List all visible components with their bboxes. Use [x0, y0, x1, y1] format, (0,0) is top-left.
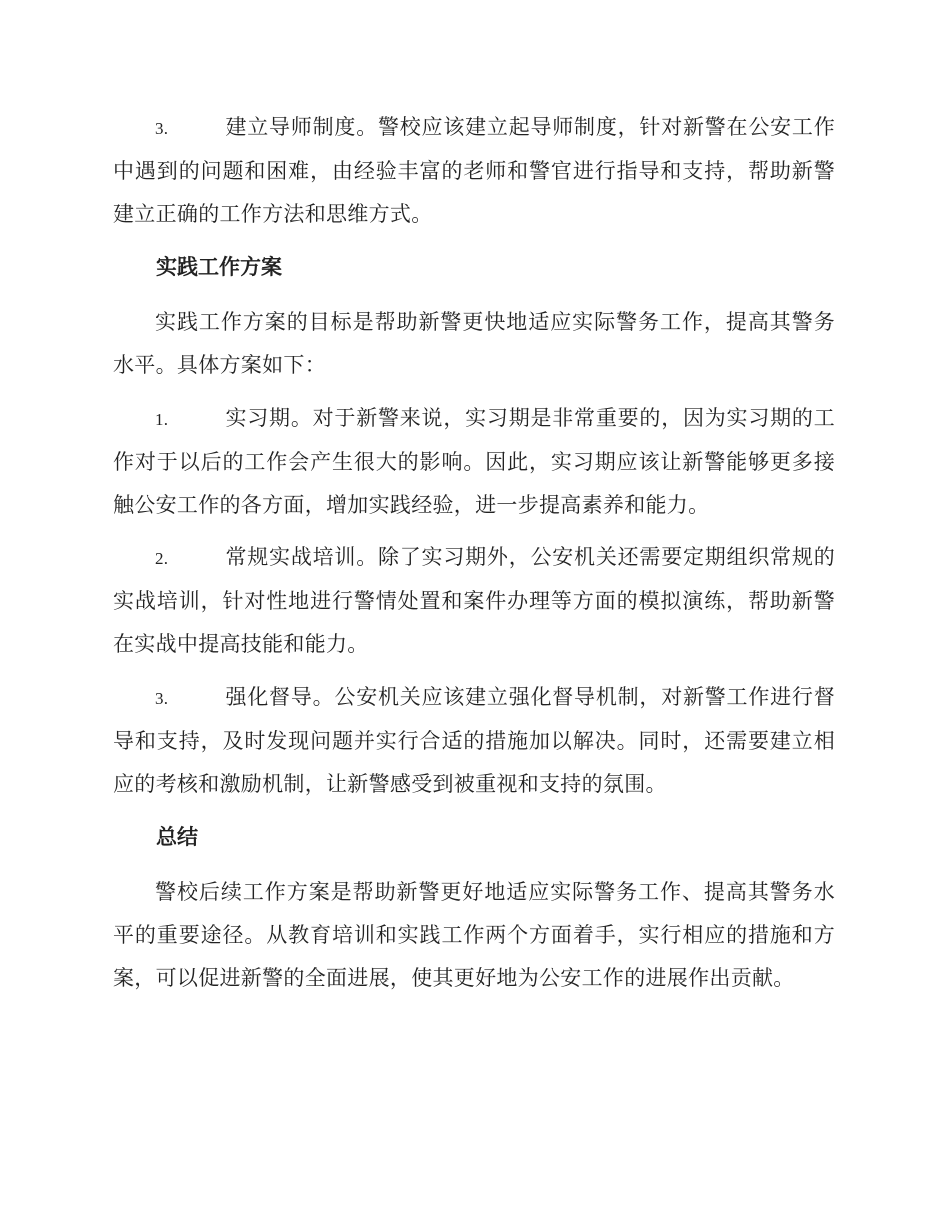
list-number: 3. [155, 119, 169, 138]
list-number: 1. [155, 410, 169, 429]
list-item-mentor-system [113, 106, 835, 236]
list-item-text: 强化督导。公安机关应该建立强化督导机制，对新警工作进行督导和支持，及时发现问题并实行合适的措施加以解决。同时，还需要建立相应的考核和激励机制，让新警感受到被重视和支持的氛围。 [113, 685, 835, 796]
list-item-text: 实习期。对于新警来说，实习期是非常重要的，因为实习期的工作对于以后的工作会产生很大的影响。因此，实习期应该让新警能够更多接触公安工作的各方面，增加实践经验，进一步提高素养和能力。 [113, 406, 835, 517]
list-item-supervision [113, 676, 835, 806]
list-item-internship [113, 397, 835, 527]
list-item-text: 建立导师制度。警校应该建立起导师制度，针对新警在公安工作中遇到的问题和困难，由经验丰富的老师和警官进行指导和支持，帮助新警建立正确的工作方法和思维方式。 [113, 115, 835, 226]
section-heading-practice: 实践工作方案 [156, 255, 282, 279]
list-number: 3. [155, 689, 169, 708]
section-heading-summary: 总结 [156, 825, 198, 849]
list-item-text: 常规实战培训。除了实习期外，公安机关还需要定期组织常规的实战培训，针对性地进行警情处置和案件办理等方面的模拟演练，帮助新警在实战中提高技能和能力。 [113, 545, 835, 656]
paragraph-summary: 警校后续工作方案是帮助新警更好地适应实际警务工作、提高其警务水平的重要途径。从教育培训和实践工作两个方面着手，实行相应的措施和方案，可以促进新警的全面进展，使其更好地为公安工作的进展作出贡献。 [113, 880, 835, 990]
list-number: 2. [155, 549, 169, 568]
paragraph-practice-intro: 实践工作方案的目标是帮助新警更快地适应实际警务工作，提高其警务水平。具体方案如下： [113, 310, 835, 377]
list-item-training [113, 536, 835, 666]
